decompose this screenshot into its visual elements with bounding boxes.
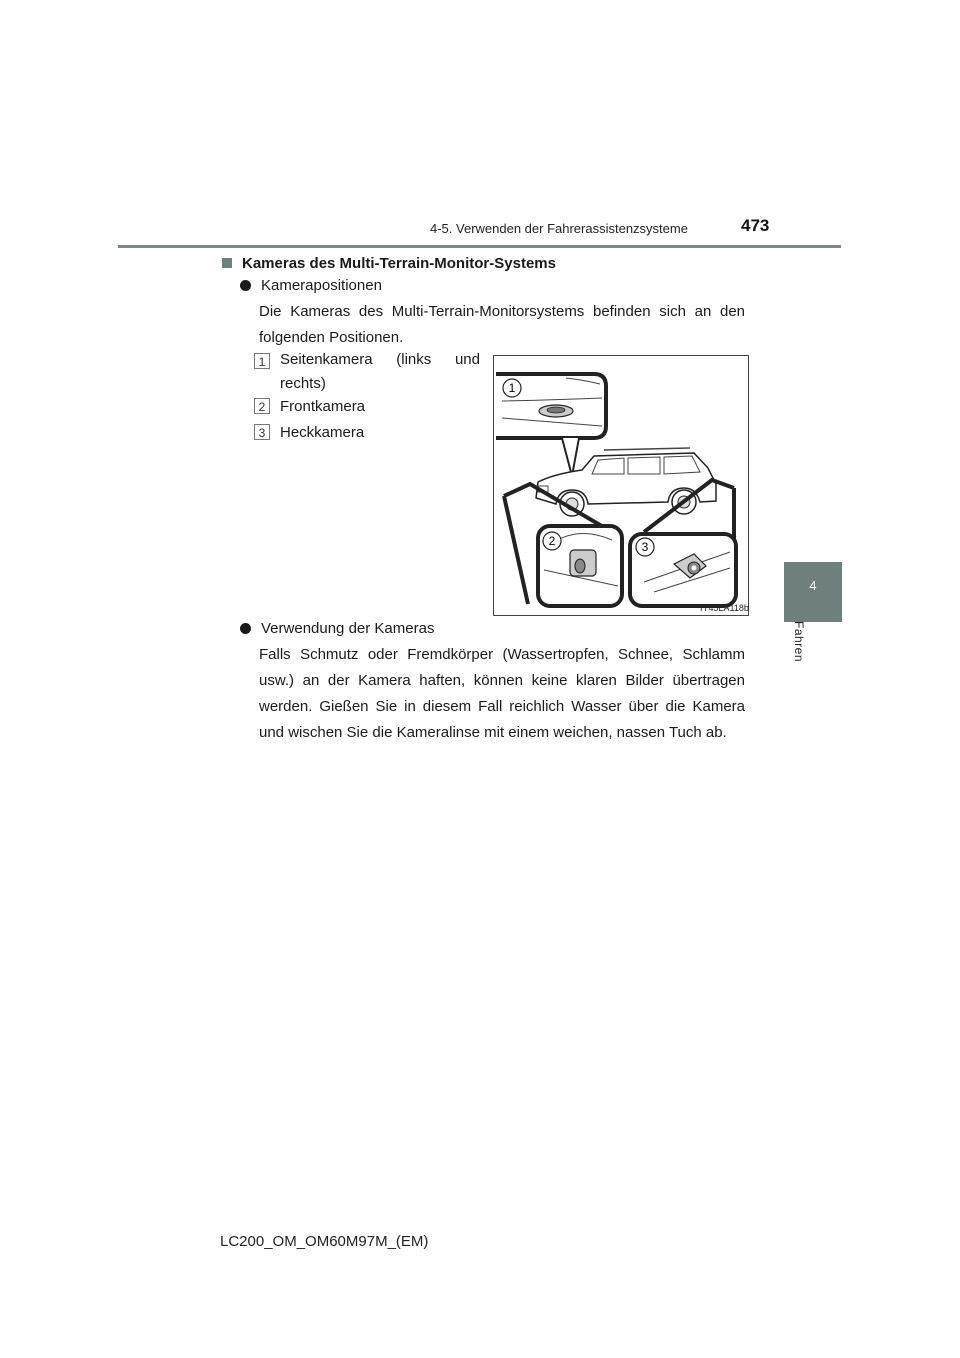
chapter-label: Fahren [792, 621, 806, 663]
callout-3: 3 [641, 540, 649, 554]
bullet-dot-icon [240, 280, 251, 291]
chapter-number: 4 [809, 578, 817, 593]
camera-locations-illustration [494, 356, 748, 615]
header-divider [118, 245, 841, 248]
bullet-camera-positions [240, 277, 382, 294]
bullet-title: Kamerapositionen [261, 277, 382, 294]
camera-usage-paragraph: Falls Schmutz oder Fremdkörper (Wassertropfen, Schnee, Schlamm usw.) an der Kamera haften, können keine klaren Bilder übertragen werden. Gießen Sie in diesem Fall reichlich Wasser über die Kamera und wischen Sie die Kameralinse mit einem weichen, nassen Tuch ab. [259, 646, 745, 741]
camera-locations-figure [493, 355, 749, 616]
bullet-camera-usage [240, 620, 434, 637]
item-side-camera-line1 [280, 348, 480, 372]
section-title: 4-5. Verwenden der Fahrerassistenzsysteme [430, 221, 688, 236]
item-front-camera: Frontkamera [280, 398, 366, 415]
section-heading [222, 255, 556, 272]
vehicle-illustration [536, 448, 716, 516]
callout-1: 1 [508, 381, 516, 395]
item-rear-camera: Heckkamera [280, 424, 365, 441]
item-number-badge: 1 [254, 353, 270, 369]
side-camera-word2: (links [396, 351, 432, 368]
page-number: 473 [741, 216, 770, 235]
item-side-camera [280, 348, 480, 396]
camera-positions-paragraph: Die Kameras des Multi-Terrain-Monitorsystems befinden sich an den folgenden Positionen. [259, 303, 745, 346]
side-camera-word3: und [454, 351, 480, 368]
item-number-badge: 3 [254, 424, 270, 440]
item-number-badge: 2 [254, 398, 270, 414]
callout-2: 2 [548, 534, 556, 548]
section-heading-text: Kameras des Multi-Terrain-Monitor-Systems [242, 255, 556, 272]
document-id: LC200_OM_OM60M97M_(EM) [220, 1233, 429, 1250]
side-camera-word1: Seitenkamera [280, 351, 373, 368]
bullet-title: Verwendung der Kameras [261, 620, 435, 637]
bullet-dot-icon [240, 623, 251, 634]
figure-code: IY45LA118b [700, 603, 749, 613]
square-bullet-icon [222, 258, 232, 268]
item-side-camera-line2: rechts) [280, 375, 326, 392]
